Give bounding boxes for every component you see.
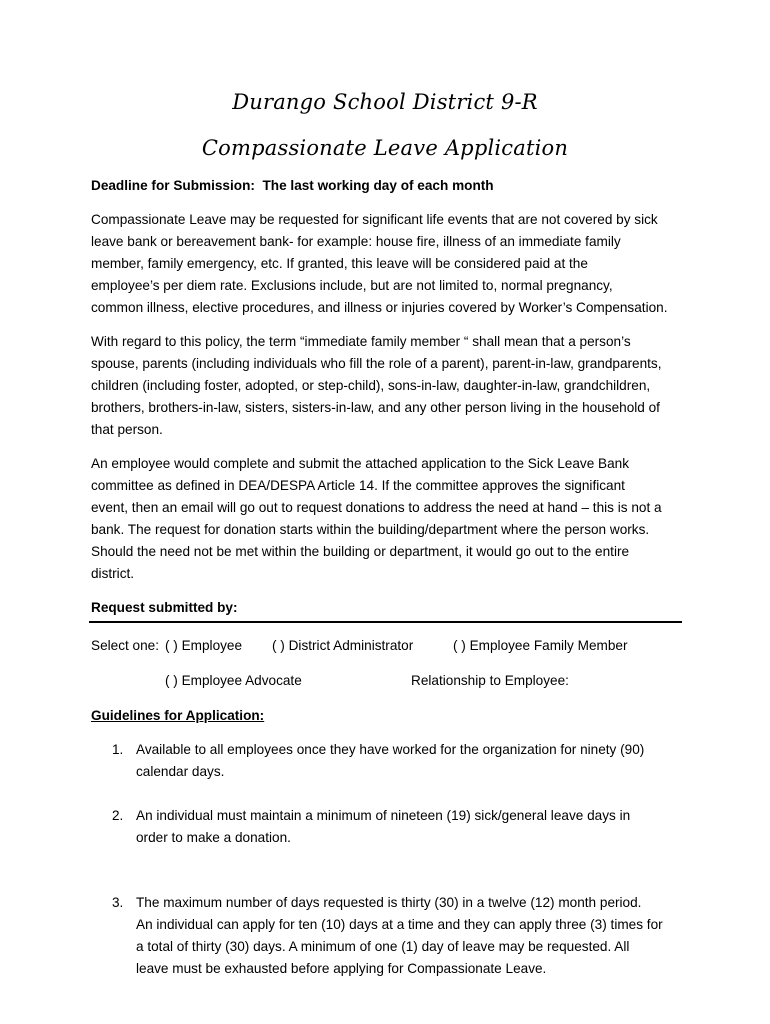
guideline-line: order to make a donation.	[136, 830, 291, 845]
guideline-number: 3.	[112, 895, 124, 910]
option-employee[interactable]: ( ) Employee	[165, 638, 243, 653]
process-line: An employee would complete and submit the attached application to the Sick Leave Bank	[91, 456, 630, 471]
form-title: Compassionate Leave Application	[201, 136, 569, 160]
guideline-item	[136, 892, 696, 980]
deadline-line	[91, 175, 691, 197]
process-line: Should the need not be met within the building or department, it would go out to the entire	[91, 544, 630, 559]
process-line: committee as defined in DEA/DESPA Article 14. If the committee approves the significant	[91, 478, 625, 493]
process-line: event, then an email will go out to request donations to address the need at hand – this is not a	[91, 500, 662, 515]
guideline-number: 1.	[112, 742, 124, 757]
guideline-line: An individual can apply for ten (10) days at a time and they can apply three (3) times for	[136, 917, 663, 932]
option-employee-family-member[interactable]: ( ) Employee Family Member	[453, 638, 628, 653]
process-line: district.	[91, 566, 135, 581]
district-title: Durango School District 9-R	[232, 90, 538, 114]
guideline-line: An individual must maintain a minimum of nineteen (19) sick/general leave days in	[136, 808, 631, 823]
family-definition-paragraph	[91, 331, 691, 441]
relationship-label: Relationship to Employee:	[411, 673, 569, 688]
guideline-item	[136, 805, 696, 849]
family-line: spouse, parents (including individuals who fill the role of a parent), parent-in-law, grandparents,	[91, 356, 662, 371]
process-paragraph	[91, 453, 691, 585]
family-line: that person.	[91, 422, 163, 437]
guideline-line: calendar days.	[136, 764, 225, 779]
process-line: bank. The request for donation starts within the building/department where the person works.	[91, 522, 650, 537]
guideline-item	[136, 739, 696, 783]
guideline-number: 2.	[112, 808, 124, 823]
guideline-line: The maximum number of days requested is thirty (30) in a twelve (12) month period.	[136, 895, 642, 910]
deadline-label: Deadline for Submission:	[91, 178, 255, 193]
intro-line: common illness, elective procedures, and illness or injuries covered by Worker’s Compensation.	[91, 300, 668, 315]
intro-line: member, family emergency, etc. If granted, this leave will be considered paid at the	[91, 256, 588, 271]
request-heading: Request submitted by:	[91, 600, 238, 615]
intro-line: leave bank or bereavement bank- for example: house fire, illness of an immediate family	[91, 234, 621, 249]
intro-line: employee’s per diem rate. Exclusions include, but are not limited to, normal pregnancy,	[91, 278, 613, 293]
intro-paragraph	[91, 209, 691, 319]
family-line: With regard to this policy, the term “immediate family member “ shall mean that a person’s	[91, 334, 631, 349]
intro-line: Compassionate Leave may be requested for significant life events that are not covered by sick	[91, 212, 658, 227]
family-line: children (including foster, adopted, or step-child), sons-in-law, daughter-in-law, grandchildren,	[91, 378, 651, 393]
option-employee-advocate[interactable]: ( ) Employee Advocate	[165, 673, 302, 688]
section-divider	[89, 621, 682, 623]
select-one-label: Select one:	[91, 638, 160, 653]
option-district-administrator[interactable]: ( ) District Administrator	[272, 638, 414, 653]
deadline-value: The last working day of each month	[262, 178, 494, 193]
family-line: brothers, brothers-in-law, sisters, sisters-in-law, and any other person living in the household of	[91, 400, 660, 415]
guideline-line: Available to all employees once they have worked for the organization for ninety (90)	[136, 742, 645, 757]
guidelines-heading: Guidelines for Application:	[91, 708, 265, 723]
guideline-line: a total of thirty (30) days. A minimum of one (1) day of leave may be requested. All	[136, 939, 630, 954]
guideline-line: leave must be exhausted before applying for Compassionate Leave.	[136, 961, 547, 976]
